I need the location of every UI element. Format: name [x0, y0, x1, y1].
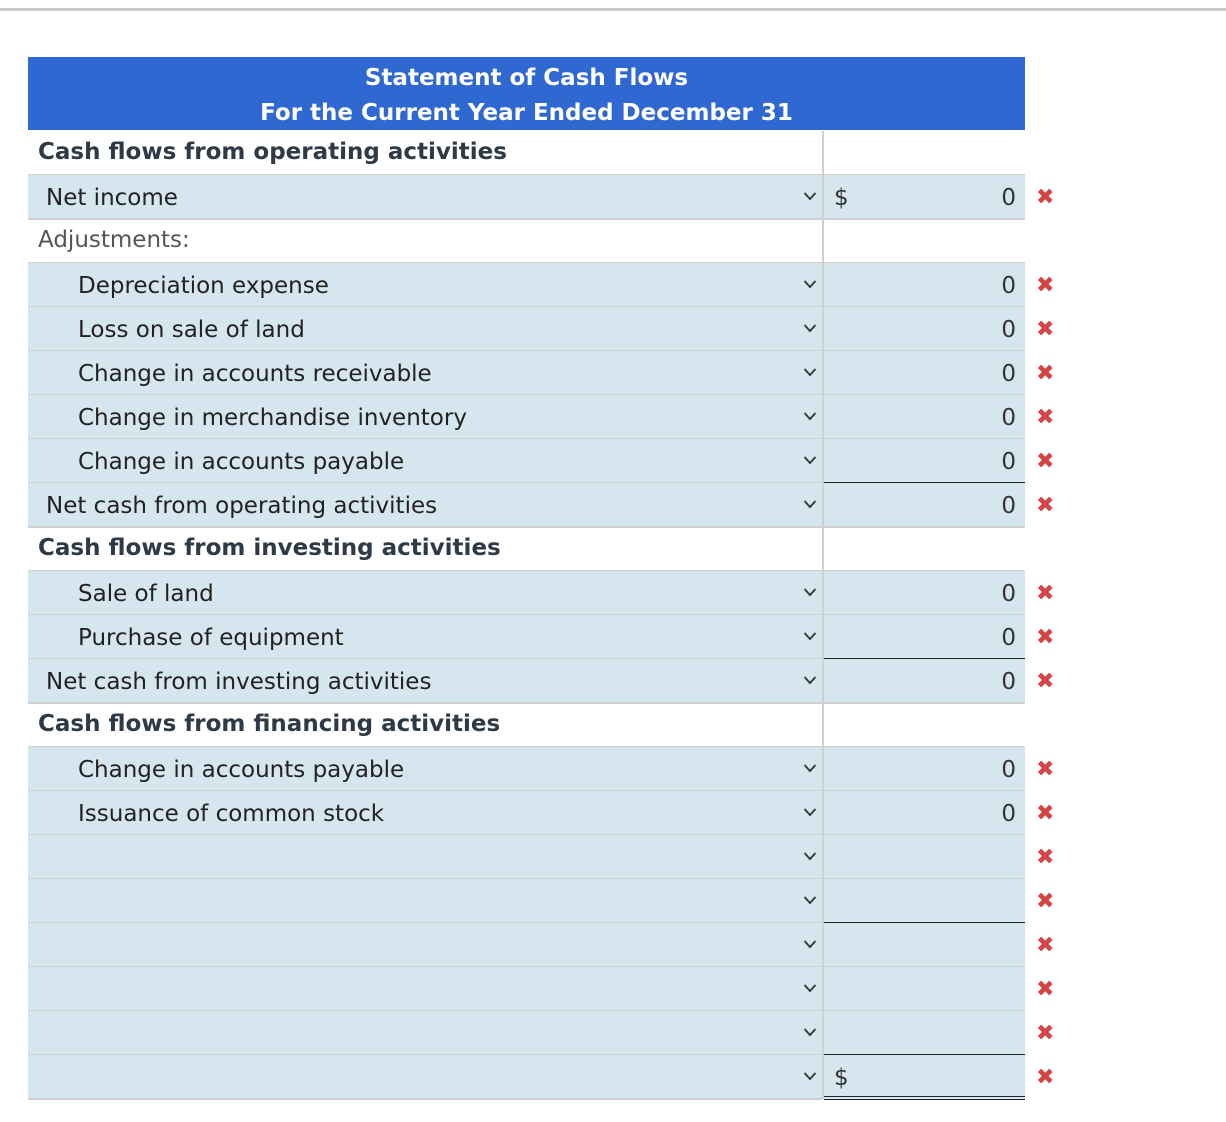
amount-input[interactable] — [824, 483, 1025, 528]
label-dropdown[interactable] — [28, 747, 822, 792]
chevron-down-icon — [803, 587, 817, 597]
incorrect-icon: ✖ — [1036, 581, 1055, 606]
amount-input[interactable] — [824, 1055, 1025, 1100]
label-dropdown[interactable] — [28, 879, 822, 924]
chevron-down-icon — [803, 411, 817, 421]
section-heading-operating — [28, 131, 1025, 175]
amount-input[interactable] — [824, 659, 1025, 704]
table-row — [28, 483, 1055, 527]
row-label: Loss on sale of land — [78, 317, 305, 343]
amount-value: 0 — [1001, 669, 1016, 695]
incorrect-icon: ✖ — [1036, 361, 1055, 386]
dollar-sign: $ — [834, 185, 849, 211]
incorrect-icon: ✖ — [1036, 933, 1055, 958]
amount-input[interactable] — [824, 571, 1025, 616]
row-label: Adjustments: — [38, 227, 190, 253]
label-dropdown[interactable] — [28, 351, 822, 396]
label-dropdown[interactable] — [28, 923, 822, 968]
chevron-down-icon — [803, 455, 817, 465]
incorrect-icon: ✖ — [1036, 493, 1055, 518]
amount-input[interactable] — [824, 175, 1025, 220]
table-row — [28, 307, 1055, 351]
incorrect-icon: ✖ — [1036, 405, 1055, 430]
row-label: Sale of land — [78, 581, 214, 607]
amount-input[interactable] — [824, 1011, 1025, 1056]
amount-input[interactable] — [824, 747, 1025, 792]
table-row — [28, 1055, 1055, 1099]
adjustments-heading — [28, 219, 1025, 263]
label-dropdown[interactable] — [28, 1011, 822, 1056]
table-row — [28, 879, 1055, 923]
label-dropdown[interactable] — [28, 439, 822, 484]
incorrect-icon: ✖ — [1036, 757, 1055, 782]
section-heading-investing — [28, 527, 1025, 571]
table-row — [28, 395, 1055, 439]
amount-value: 0 — [1001, 581, 1016, 607]
table-row — [28, 351, 1055, 395]
table-row — [28, 439, 1055, 483]
amount-input[interactable] — [824, 923, 1025, 968]
section-heading-financing — [28, 703, 1025, 747]
amount-value: 0 — [1001, 493, 1016, 519]
amount-input[interactable] — [824, 395, 1025, 440]
amount-value: 0 — [1001, 361, 1016, 387]
chevron-down-icon — [803, 851, 817, 861]
chevron-down-icon — [803, 499, 817, 509]
top-divider — [0, 8, 1226, 11]
chevron-down-icon — [803, 191, 817, 201]
incorrect-icon: ✖ — [1036, 1021, 1055, 1046]
chevron-down-icon — [803, 323, 817, 333]
row-label: Cash flows from financing activities — [38, 711, 501, 737]
row-label: Change in merchandise inventory — [78, 405, 467, 431]
incorrect-icon: ✖ — [1036, 977, 1055, 1002]
amount-input[interactable] — [824, 615, 1025, 660]
table-row — [28, 747, 1055, 791]
label-dropdown[interactable] — [28, 1055, 822, 1100]
amount-input[interactable] — [824, 967, 1025, 1012]
label-dropdown[interactable] — [28, 791, 822, 836]
amount-value: 0 — [1001, 185, 1016, 211]
label-dropdown[interactable] — [28, 307, 822, 352]
table-row — [28, 967, 1055, 1011]
amount-input[interactable] — [824, 351, 1025, 396]
label-dropdown[interactable] — [28, 967, 822, 1012]
amount-value: 0 — [1001, 449, 1016, 475]
row-label: Issuance of common stock — [78, 801, 385, 827]
amount-input[interactable] — [824, 439, 1025, 484]
label-dropdown[interactable] — [28, 395, 822, 440]
incorrect-icon: ✖ — [1036, 845, 1055, 870]
amount-cell — [824, 131, 1025, 176]
label-dropdown[interactable] — [28, 615, 822, 660]
label-dropdown[interactable] — [28, 571, 822, 616]
table-row — [28, 615, 1055, 659]
table-row — [28, 835, 1055, 879]
table-row — [28, 1011, 1055, 1055]
chevron-down-icon — [803, 279, 817, 289]
table-row — [28, 175, 1055, 219]
label-dropdown[interactable] — [28, 835, 822, 880]
amount-input[interactable] — [824, 835, 1025, 880]
row-label: Cash flows from investing activities — [38, 535, 501, 561]
amount-value: 0 — [1001, 405, 1016, 431]
row-label: Purchase of equipment — [78, 625, 344, 651]
label-dropdown[interactable] — [28, 659, 822, 704]
incorrect-icon: ✖ — [1036, 185, 1055, 210]
amount-cell — [824, 703, 1025, 748]
incorrect-icon: ✖ — [1036, 449, 1055, 474]
amount-cell — [824, 219, 1025, 264]
amount-input[interactable] — [824, 263, 1025, 308]
incorrect-icon: ✖ — [1036, 625, 1055, 650]
chevron-down-icon — [803, 895, 817, 905]
label-dropdown[interactable] — [28, 175, 822, 220]
table-row — [28, 263, 1055, 307]
amount-value: 0 — [1001, 317, 1016, 343]
incorrect-icon: ✖ — [1036, 1065, 1055, 1090]
chevron-down-icon — [803, 1071, 817, 1081]
row-label: Change in accounts payable — [78, 757, 405, 783]
table-row — [28, 659, 1055, 703]
incorrect-icon: ✖ — [1036, 317, 1055, 342]
dollar-sign: $ — [834, 1065, 849, 1091]
chevron-down-icon — [803, 675, 817, 685]
chevron-down-icon — [803, 807, 817, 817]
chevron-down-icon — [803, 983, 817, 993]
incorrect-icon: ✖ — [1036, 889, 1055, 914]
row-label: Cash flows from operating activities — [38, 139, 507, 165]
amount-value: 0 — [1001, 625, 1016, 651]
chevron-down-icon — [803, 939, 817, 949]
incorrect-icon: ✖ — [1036, 801, 1055, 826]
table-row — [28, 791, 1055, 835]
chevron-down-icon — [803, 367, 817, 377]
table-row — [28, 923, 1055, 967]
amount-value: 0 — [1001, 801, 1016, 827]
label-dropdown[interactable] — [28, 483, 822, 528]
chevron-down-icon — [803, 1027, 817, 1037]
amount-input[interactable] — [824, 791, 1025, 836]
statement-header — [28, 57, 1025, 130]
incorrect-icon: ✖ — [1036, 669, 1055, 694]
label-dropdown[interactable] — [28, 263, 822, 308]
statement-title: Statement of Cash Flows — [364, 65, 689, 91]
amount-value: 0 — [1001, 757, 1016, 783]
chevron-down-icon — [803, 631, 817, 641]
amount-input[interactable] — [824, 307, 1025, 352]
amount-value: 0 — [1001, 273, 1016, 299]
row-label: Net income — [46, 185, 178, 211]
table-row — [28, 571, 1055, 615]
row-label: Net cash from operating activities — [46, 493, 438, 519]
amount-cell — [824, 527, 1025, 572]
row-label: Change in accounts payable — [78, 449, 405, 475]
row-label: Net cash from investing activities — [46, 669, 432, 695]
row-label: Depreciation expense — [78, 273, 329, 299]
statement-period: For the Current Year Ended December 31 — [260, 100, 793, 126]
incorrect-icon: ✖ — [1036, 273, 1055, 298]
row-label: Change in accounts receivable — [78, 361, 432, 387]
chevron-down-icon — [803, 763, 817, 773]
amount-input[interactable] — [824, 879, 1025, 924]
